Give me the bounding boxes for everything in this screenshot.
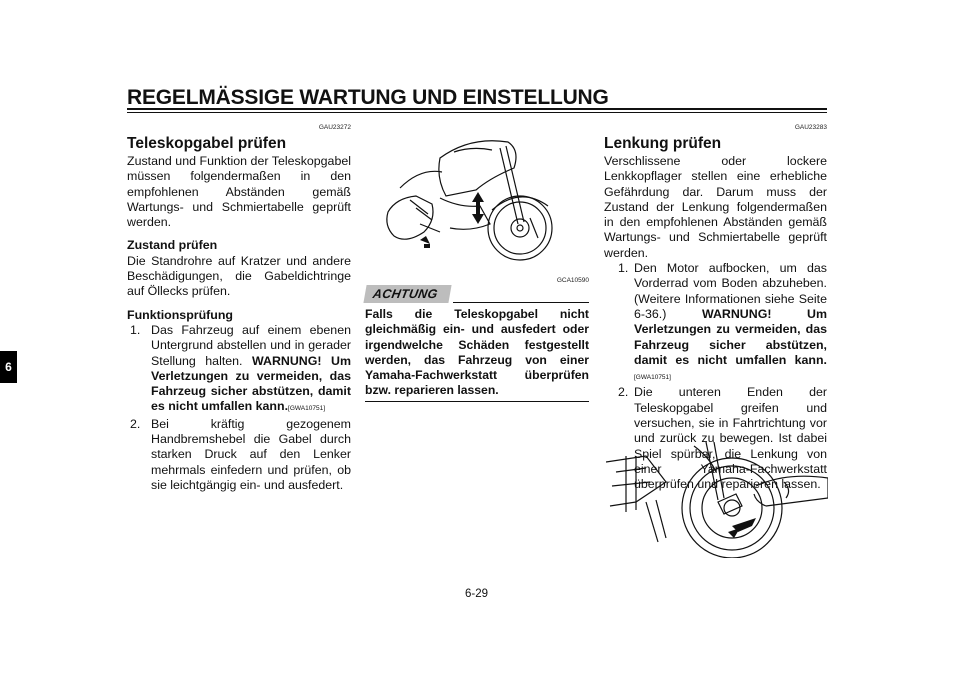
left-column [127,124,351,493]
right-column [604,124,827,493]
motorcycle-fork-compression-illustration [380,128,560,266]
page-header-title: REGELMÄSSIGE WARTUNG UND EINSTELLUNG [127,86,609,109]
section-code: GAU23272 [318,124,351,131]
page-number: 6-29 [465,588,489,600]
list-item [604,261,827,385]
caution-bottom-rule [365,401,589,402]
step-number: 1. [130,322,141,337]
chapter-tab: 6 [0,351,17,383]
warning-text: WARNUNG! Um Verletzungen zu vermeiden, das Fahrzeug sicher abstützen, damit es nicht umfallen kann. [634,306,827,367]
function-steps [127,323,351,493]
condition-text: Die Standrohre auf Kratzer und andere Beschädigungen, die Gabeldichtringe auf Öllecks prüfen. [127,253,351,299]
step-number: 2. [130,416,141,431]
list-item [127,417,351,493]
caution-text: Falls die Teleskopgabel nicht gleichmäßig ein- und ausfedert oder irgendwelche Schäden festgestellt werden, das Fahrzeug von einer Yamaha-Fachwerkstatt überprüfen bzw. reparieren lassen. [365,307,589,398]
step-number: 2. [618,385,629,400]
warning-code: [GWA10751] [634,374,671,382]
section-code: GAU23283 [794,124,827,131]
step-text: Bei kräftig gezogenem Handbremshebel die Gabel durch starken Druck auf den Lenker mehrmals einfedern und prüfen, ob sie leichtgängig ein- und ausfedert. [151,416,351,492]
header-rule-thin [127,112,827,113]
caution-rule [453,302,589,303]
caution-label: ACHTUNG [363,285,451,303]
header-rule [127,108,827,110]
steering-intro: Verschlissene oder lockere Lenkkopflager stellen eine erhebliche Gefährdung dar. Darum muss der Zustand der Lenkung folgendermaßen in den empfohlenen Abständen gemäß Wartungs- und Schmiertabelle geprüft werden. [604,154,827,260]
step-text: Den Motor aufbocken, um das Vorderrad vom Boden abzuheben. (Weitere Informationen siehe Seite 6-36.) [634,261,827,321]
caution-box [365,285,589,402]
fork-intro: Zustand und Funktion der Teleskopgabel müssen folgendermaßen in den empfohlenen Abständen gemäß Wartungs- und Schmiertabelle geprüft werden. [127,154,351,230]
warning-text: WARNUNG! Um Verletzungen zu vermeiden, das Fahrzeug sicher abstützen, damit es nicht umfallen kann. [151,353,351,414]
section-title-fork: Teleskopgabel prüfen [127,135,287,152]
warning-code: [GWA10751] [288,405,326,413]
section-title-steering: Lenkung prüfen [604,135,722,152]
step-text: Das Fahrzeug auf einem ebenen Untergrund abstellen und in gerader Stellung halten. [151,322,351,368]
step-number: 1. [618,261,629,276]
subheading-function: Funktionsprüfung [127,307,233,322]
list-item [127,323,351,417]
front-wheel-steering-check-illustration [606,442,828,558]
caution-code: GCA10590 [556,277,589,284]
step-text: Die unteren Enden der Teleskopgabel greifen und versuchen, sie in Fahrtrichtung vor und zurück zu bewegen. Ist dabei Spiel spürbar, die Lenkung von einer Yamaha-Fachwerkstatt überprüfen und reparieren lassen. [634,385,827,492]
subheading-condition: Zustand prüfen [127,238,218,253]
